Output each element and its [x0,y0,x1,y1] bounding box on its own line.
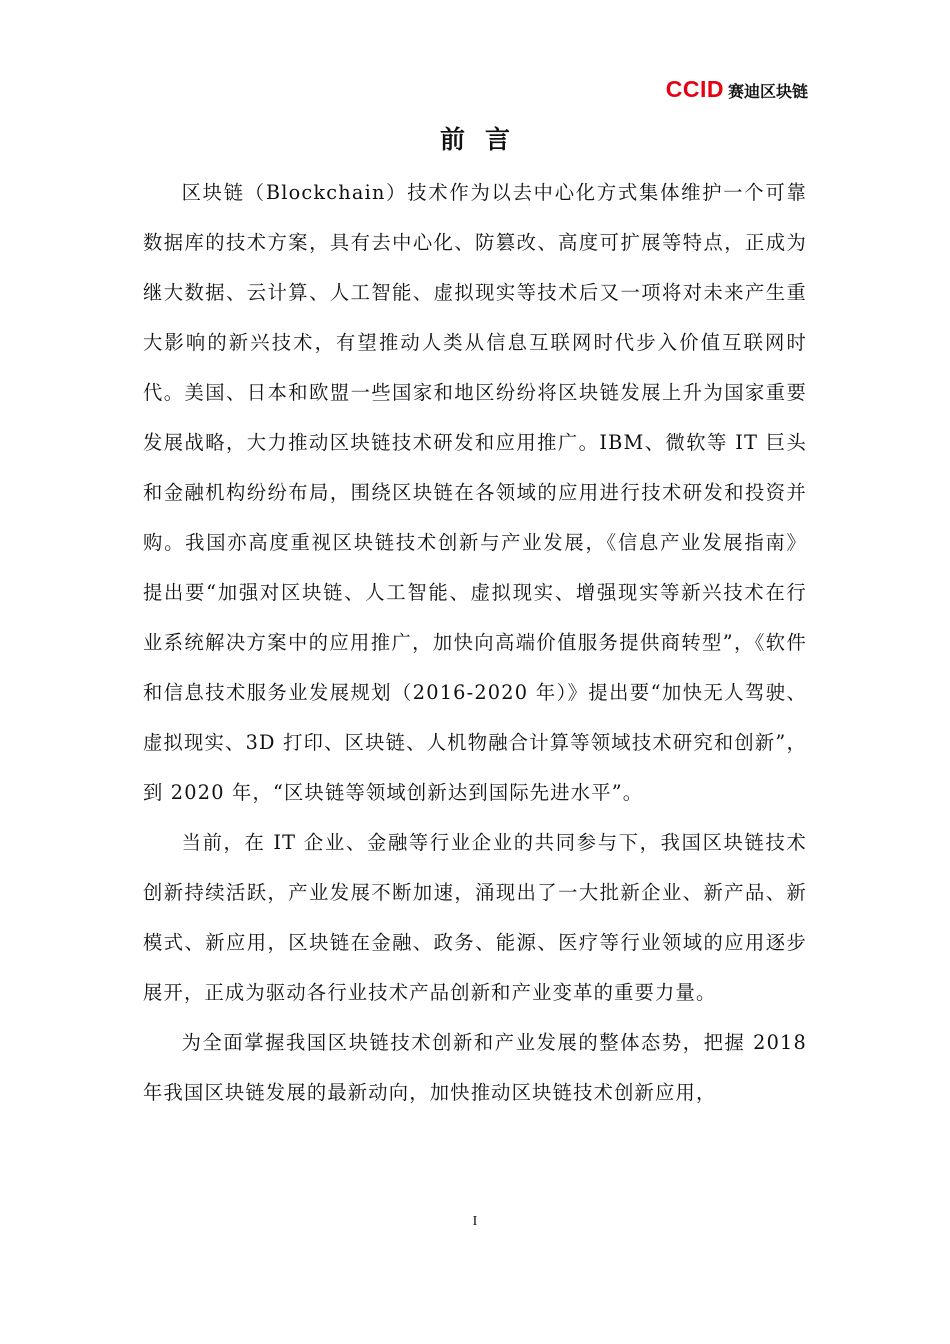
paragraph-2: 当前，在 IT 企业、金融等行业企业的共同参与下，我国区块链技术创新持续活跃，产业发展不断加速，涌现出了一大批新企业、新产品、新模式、新应用，区块链在金融、政务、能源、医疗等行业领域的应用逐步展开，正成为驱动各行业技术产品创新和产业变革的重要力量。 [143,831,807,1004]
page-number: I [472,1214,478,1229]
logo-text: 赛迪区块链 [727,82,808,101]
paragraph-3: 为全面掌握我国区块链技术创新和产业发展的整体态势，把握 2018 年我国区块链发展的最新动向，加快推动区块链技术创新应用， [143,1031,807,1104]
paragraph-1: 区块链（Blockchain）技术作为以去中心化方式集体维护一个可靠数据库的技术方案，具有去中心化、防篡改、高度可扩展等特点，正成为继大数据、云计算、人工智能、虚拟现实等技术后又一项将对未来产生重大影响的新兴技术，有望推动人类从信息互联网时代步入价值互联网时代。美国、日本和欧盟一些国家和地区纷纷将区块链发展上升为国家重要发展战略，大力推动区块链技术研发和应用推广。IBM、微软等 IT 巨头和金融机构纷纷布局，围绕区块链在各领域的应用进行技术研发和投资并购。我国亦高度重视区块链技术创新与产业发展，《信息产业发展指南》提出要“加强对区块链、人工智能、虚拟现实、增强现实等新兴技术在行业系统解决方案中的应用推广，加快向高端价值服务提供商转型”，《软件和信息技术服务业发展规划（2016-2020 年）》提出要“加快无人驾驶、虚拟现实、3D 打印、区块链、人机物融合计算等领域技术研究和创新”，到 2020 年，“区块链等领域创新达到国际先进水平”。 [143,181,807,804]
header-logo [666,78,808,101]
page-title: 前言 [439,125,530,154]
logo-brand: CCID [665,76,724,102]
document-body [143,168,807,1118]
